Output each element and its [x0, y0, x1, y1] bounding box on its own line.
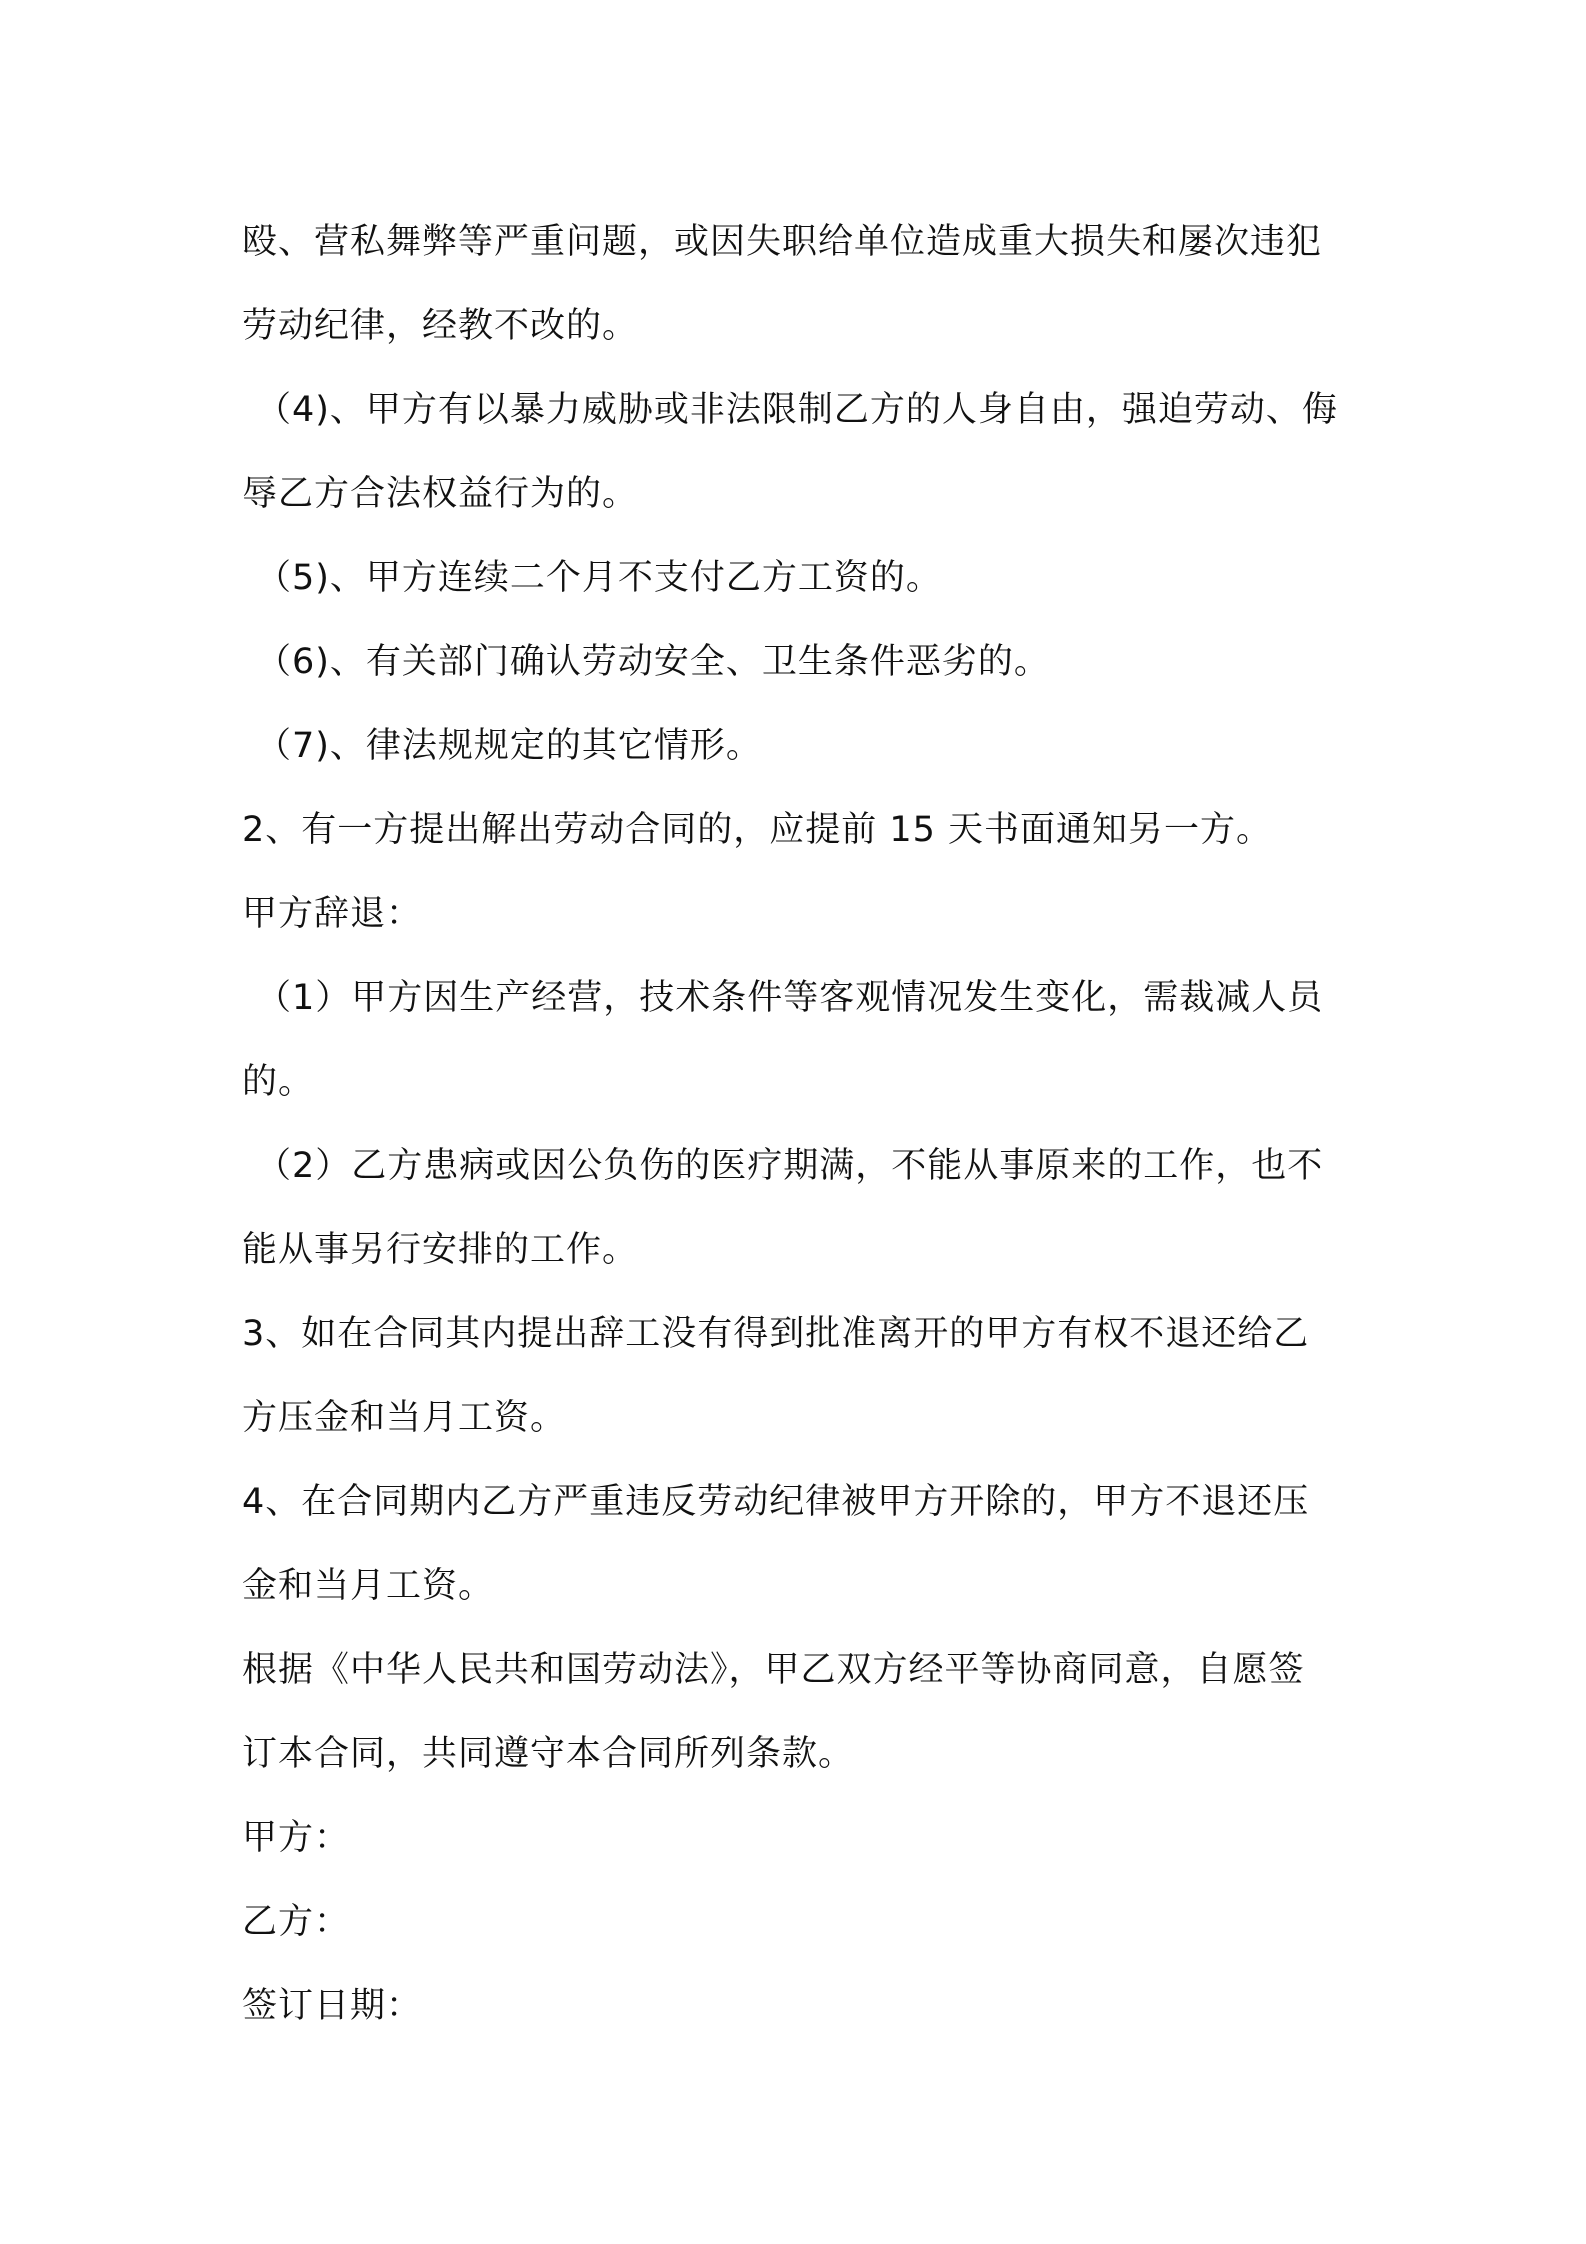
text-line: 4、在合同期内乙方严重违反劳动纪律被甲方开除的，甲方不退还压	[242, 1482, 1310, 1522]
text-line: 殴、营私舞弊等严重问题，或因失职给单位造成重大损失和屡次违犯	[242, 222, 1323, 262]
text-line: 甲方辞退：	[242, 894, 423, 934]
text-line: 2、有一方提出解出劳动合同的，应提前 15 天书面通知另一方。	[242, 810, 1273, 850]
text-line: 辱乙方合法权益行为的。	[242, 474, 639, 514]
text-line: 的。	[242, 1062, 315, 1102]
text-line: 根据《中华人民共和国劳动法》，甲乙双方经平等协商同意，自愿签	[242, 1650, 1305, 1690]
text-line: 劳动纪律，经教不改的。	[242, 306, 639, 346]
text-line: （7)、律法规规定的其它情形。	[256, 726, 762, 766]
text-line: 3、如在合同其内提出辞工没有得到批准离开的甲方有权不退还给乙	[242, 1314, 1310, 1354]
signing-date-line: 签订日期：	[242, 1986, 423, 2026]
party-a-signature-line: 甲方：	[242, 1818, 351, 1858]
text-line: 金和当月工资。	[242, 1566, 495, 1606]
text-line: （6)、有关部门确认劳动安全、卫生条件恶劣的。	[256, 642, 1050, 682]
party-b-signature-line: 乙方：	[242, 1902, 351, 1942]
contract-text	[242, 200, 1362, 2048]
text-line: 订本合同，共同遵守本合同所列条款。	[242, 1734, 855, 1774]
text-line: （5)、甲方连续二个月不支付乙方工资的。	[256, 558, 942, 598]
text-line: （2）乙方患病或因公负伤的医疗期满，不能从事原来的工作，也不	[256, 1146, 1324, 1186]
text-line: 方压金和当月工资。	[242, 1398, 567, 1438]
text-line: （4)、甲方有以暴力威胁或非法限制乙方的人身自由，强迫劳动、侮	[256, 390, 1338, 430]
text-line: 能从事另行安排的工作。	[242, 1230, 639, 1270]
text-line: （1）甲方因生产经营，技术条件等客观情况发生变化，需裁减人员	[256, 978, 1324, 1018]
